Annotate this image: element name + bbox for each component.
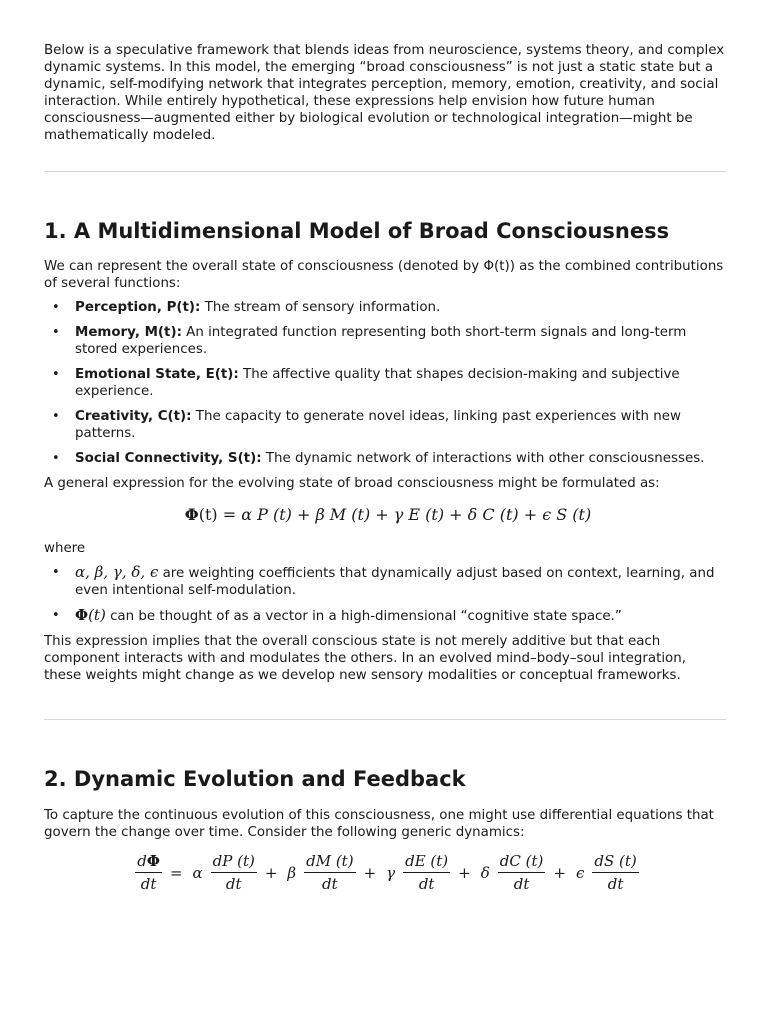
list-item bbox=[75, 324, 726, 358]
component-desc: The dynamic network of interactions with other consciousnesses. bbox=[261, 451, 705, 466]
fraction-denominator: dt bbox=[225, 875, 242, 893]
fraction-numerator: dC (t) bbox=[498, 851, 546, 873]
component-term: Emotional State, E(t): bbox=[75, 367, 239, 382]
phi-symbol: Φ bbox=[75, 606, 89, 624]
list-item bbox=[75, 299, 726, 316]
equation-rhs: = α P (t) + β M (t) + γ E (t) + δ C (t) + ϵ S (t) bbox=[222, 505, 592, 524]
equation-lhs-arg: (t) bbox=[198, 505, 218, 524]
section-1-lead: We can represent the overall state of consciousness (denoted by Φ(t)) as the combined contributions of several functions: bbox=[44, 259, 724, 291]
note-text: are weighting coefficients that dynamically adjust based on context, learning, and even intentional self-modulation. bbox=[75, 566, 715, 598]
fraction-numerator: dM (t) bbox=[304, 851, 355, 873]
component-desc: The capacity to generate novel ideas, linking past experiences with new patterns. bbox=[75, 409, 681, 441]
list-item bbox=[75, 607, 726, 625]
intro-paragraph: Below is a speculative framework that blends ideas from neuroscience, systems theory, and complex dynamic systems. In this model, the emerging “broad consciousness” is not just a static state but a dynamic, self-modifying network that integrates perception, memory, emotion, creativity, and social interaction. While entirely hypothetical, these expressions help envision how future human consciousness—augmented either by biological evolution or technological integration—might be mathematically modeled. bbox=[44, 43, 725, 143]
list-item bbox=[75, 408, 726, 442]
component-desc: The affective quality that shapes decision-making and subjective experience. bbox=[75, 367, 680, 399]
fraction-denominator: dt bbox=[418, 875, 435, 893]
components-list bbox=[44, 299, 726, 467]
list-item bbox=[75, 366, 726, 400]
fraction bbox=[135, 851, 162, 894]
general-expression-lead: A general expression for the evolving state of broad consciousness might be formulated as: bbox=[44, 476, 660, 491]
component-desc: An integrated function representing both short-term signals and long-term stored experiences. bbox=[75, 325, 687, 357]
fraction-numerator: dS (t) bbox=[592, 851, 638, 873]
document-body bbox=[44, 42, 726, 894]
component-desc: The stream of sensory information. bbox=[200, 300, 441, 315]
fraction-denominator: dt bbox=[607, 875, 624, 893]
fraction bbox=[211, 851, 257, 894]
consciousness-equation bbox=[44, 504, 726, 526]
fraction-numerator: dP (t) bbox=[211, 851, 257, 873]
list-item bbox=[75, 564, 726, 599]
fraction bbox=[304, 851, 355, 894]
component-term: Memory, M(t): bbox=[75, 325, 182, 340]
plus-sign: + bbox=[553, 863, 566, 882]
coefficient: α bbox=[192, 863, 203, 882]
fraction-numerator: dΦ bbox=[135, 851, 162, 873]
coefficient: β bbox=[287, 863, 297, 882]
dynamics-equation bbox=[44, 851, 726, 894]
coefficient: ϵ bbox=[575, 863, 585, 882]
coefficient: δ bbox=[480, 863, 490, 882]
fraction bbox=[403, 851, 450, 894]
fraction-denominator: dt bbox=[322, 875, 338, 893]
section-divider bbox=[44, 719, 726, 720]
component-term: Social Connectivity, S(t): bbox=[75, 451, 262, 466]
section-2-heading: 2. Dynamic Evolution and Feedback bbox=[44, 767, 466, 791]
fraction-numerator: dE (t) bbox=[403, 851, 450, 873]
where-label: where bbox=[44, 541, 86, 556]
phi-math bbox=[75, 606, 106, 624]
note-text: can be thought of as a vector in a high-dimensional “cognitive state space.” bbox=[105, 609, 622, 624]
equals-sign: = bbox=[169, 863, 183, 882]
phi-arg: (t) bbox=[88, 606, 106, 624]
coefficient: γ bbox=[386, 863, 396, 882]
component-term: Perception, P(t): bbox=[75, 300, 201, 315]
fraction bbox=[498, 851, 546, 894]
plus-sign: + bbox=[363, 863, 377, 882]
weights-math: α, β, γ, δ, ϵ bbox=[75, 563, 159, 581]
plus-sign: + bbox=[458, 863, 471, 882]
equation-lhs-symbol: Φ bbox=[184, 505, 199, 524]
fraction bbox=[592, 851, 638, 894]
section-2-lead: To capture the continuous evolution of this consciousness, one might use differential equations that govern the change over time. Consider the following generic dynamics: bbox=[44, 808, 714, 840]
section-1-heading: 1. A Multidimensional Model of Broad Consciousness bbox=[44, 219, 670, 243]
section-1-closing: This expression implies that the overall conscious state is not merely additive but that each component interacts with and modulates the others. In an evolved mind–body–soul integration, these weights might change as we develop new sensory modalities or conceptual frameworks. bbox=[44, 634, 686, 683]
fraction-denominator: dt bbox=[140, 875, 157, 893]
fraction-denominator: dt bbox=[513, 875, 530, 893]
plus-sign: + bbox=[264, 863, 278, 882]
notes-list bbox=[44, 564, 726, 625]
component-term: Creativity, C(t): bbox=[75, 409, 192, 424]
list-item bbox=[75, 450, 726, 467]
section-divider bbox=[44, 171, 726, 172]
